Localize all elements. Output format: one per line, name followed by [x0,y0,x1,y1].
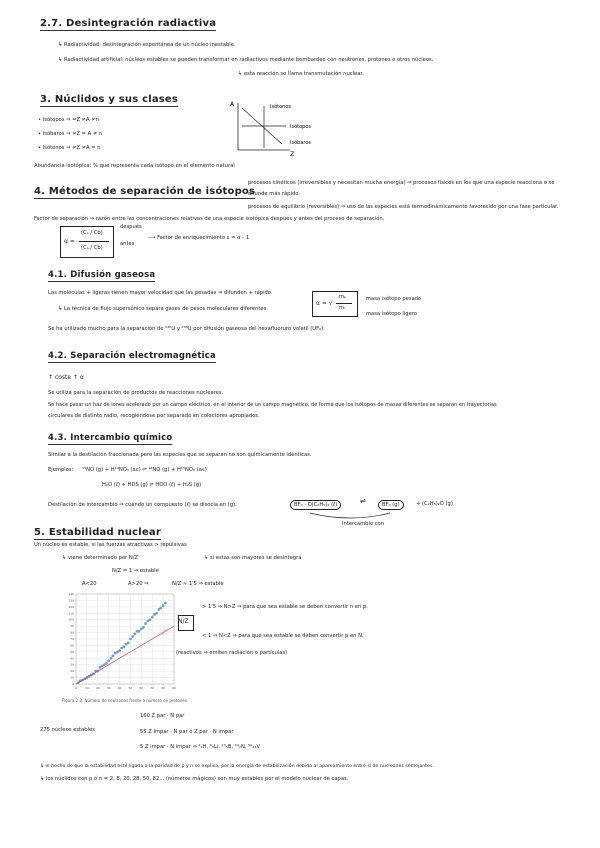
nz-chart [60,590,180,702]
text-estable-1: N/Z = 1 ⇒ estable [112,568,159,574]
reaction-2: H₂O (ℓ) + HDS (g) ⇌ HDO (ℓ) + H₂S (g) [102,482,202,488]
chart-point [105,662,108,665]
nz-box [178,615,194,631]
chart-point [133,632,136,635]
text-nz-menor: < 1 ⇒ N<Z ⇒ para que sea estable se deben convertir p en N. [202,633,364,639]
text-55-impar: 55 Z impar · N par ó Z par · N impar [140,729,234,735]
text-cineticos-2: difunde más rápido. [248,191,300,197]
chart-x-tick-label: 90 [172,686,176,690]
graham-fraction-bar [336,303,352,304]
text-radiactividad: ↳ Radiactividad: desintegración espontánea de un núcleo inestable. [58,42,236,48]
chart-y-tick-label: 70 [70,637,74,641]
text-abundancia: Abundancia isotópica: % que representa cada isótopo en el elemento natural [34,163,235,169]
chart-x-tick-label: 0 [75,686,77,690]
diagram-label-isobaros: Isóbaros [290,140,311,146]
graham-formula-box [312,291,358,317]
text-275-nucleos: 275 núcleos estables [40,727,95,733]
text-nz-mayor: > 1'5 ⇒ N>Z ⇒ para que sea estable se deben convertir n en p. [202,604,368,610]
chart-y-tick-label: 130 [68,598,74,603]
label-masa-ligero: masa isótopo ligero [366,311,417,317]
chart-point [138,630,141,633]
chart-point [162,604,165,607]
section-title-4-1: 4.1. Difusión gaseosa [48,270,156,280]
chart-x-tick-label: 40 [117,686,122,690]
graham-denominator: mₗ [339,305,345,311]
label-intercambio: Intercambio con [342,521,385,527]
graham-alpha: α = √ [316,300,333,307]
text-utiliza: Se utiliza para la separación de productos de reacciones nucleares. [48,390,224,396]
label-a-menor-20: A<20 [82,581,97,587]
text-equilibrio: procesos de equilibrio (reversibles) ⇒ uso de las especies está termodinámicamente favorecido por una fase particular. [248,204,559,210]
section-title-3: 3. Núclidos y sus clases [40,94,179,105]
chart-y-tick-label: 140 [68,592,74,596]
text-numeros-magicos: ↳ los núclidos con p ó n = 2, 8, 20, 28, 50, 82... (números mágicos) son muy estables por el modelo nuclear de capas. [40,776,349,782]
chart-x-tick-label: 60 [139,686,144,690]
text-radiactividad-artificial: ↳ Radiactividad artificial: núcleos estables se pueden transformar en radiactivos mediante bombardeo con neutrones, protones o otros núcleos. [58,57,434,63]
chart-point [107,659,110,662]
equilibrium-arrow: ⇌ [360,497,366,505]
diagram-axis-z: Z [290,151,295,158]
chart-point [149,618,152,621]
section-title-4: 4. Métodos de separación de isótopos [34,186,256,197]
text-paridad: ↳ el hecho de que la estabilidad esté ligada a la paridad de p y n se explica, por la energía de estabilización debida al apareamiento entre sí de nucleones semejantes. [40,764,434,769]
text-destilacion-intercambio: Destilación de intercambio ⇒ cuando un compuesto (ℓ) se disocia en (g). [48,502,237,508]
list-item: • Isóbaros ⇒ ≠Z = A ≠ n [38,131,103,137]
alpha-fraction-bar [79,241,109,242]
chart-point [112,654,115,657]
chart-x-tick-label: 80 [161,686,166,690]
chart-point [155,612,158,615]
chart-y-tick-label: 60 [70,643,74,648]
chart-point [160,607,163,610]
text-uranio: Se ha utilizado mucho para la separación de ²³⁵U y ²³⁸U por difusión gaseosa del hexafluoruro volátil (UF₆). [48,326,325,332]
chart-point [123,645,126,648]
chart-point [131,635,134,638]
label-a-mayor-20: A>20 ⇒ [128,581,149,587]
chart-point [129,638,132,641]
list-item: • Isótonos ⇒ ≠Z ≠A = n [38,145,101,151]
nz-fraction: N/Z [178,618,189,625]
text-estable: Un núcleo es estable, si las fuerzas atractivas > repulsivas [34,542,187,548]
text-cineticos: procesos cinéticos (irreversibles y necesitan mucha energía) ⇒ procesos físicos en los que una especie reacciona o se [248,180,555,186]
alpha-numerator: (Cₐ / Cb) [81,230,103,236]
text-factor-separacion: Factor de separación ⇒ razón entre las concentraciones relativas de una especie isotópica después y antes del proceso de separación. [34,216,385,222]
chart-y-tick-label: 50 [70,649,74,654]
chart-point [118,649,121,652]
chart-y-tick-label: 120 [68,604,74,609]
chart-point [151,616,154,619]
chart-x-tick-label: 50 [128,686,133,690]
chart-x-tick-label: 70 [150,686,155,690]
chart-x-tick-label: 20 [95,686,100,690]
chart-y-tick-label: 20 [70,669,74,674]
reaction-1: ¹⁵NO (g) + H¹⁴NO₃ (ac) ⇌ ¹⁴NO (g) + H¹⁵NO₃ (ac) [82,467,207,473]
label-ejemplos: Ejemplos: [48,467,74,473]
chart-y-tick-label: 100 [68,617,74,622]
list-item: • Isótopos ⇒ =Z ≠A ≠n [38,117,99,123]
reaction-3-rest: + (C₂H₅)₂O (g) [416,501,453,507]
text-haz-iones: Se hace pasar un haz de iones acelerado por un campo eléctrico, en el interior de un campo magnético, de forma que los isótopos de masas diferentes se separan en trayectorias [48,402,497,408]
chart-point [164,602,167,605]
chart-y-tick-label: 30 [70,662,74,667]
text-estable-15: N/Z ≈ 1'5 ⇒ estable [172,581,224,587]
nuclide-diagram [228,98,348,158]
text-enriquecimiento: ⟶ Factor de enriquecimiento ε = α - 1 [148,235,250,241]
text-coste: ↑ coste ↑ α [48,374,84,381]
graham-numerator: mₚ [339,294,347,300]
reaction-3-reactant: BF₃ · O(C₂H₅)₂ (ℓ) [290,500,341,510]
chart-y-tick-label: 110 [68,611,74,616]
section-title-2-7: 2.7. Desintegración radiactiva [40,18,217,29]
chart-y-tick-label: 80 [70,630,74,635]
chart-point [142,626,145,629]
chart-point [109,657,112,660]
text-viene-determinado: ↳ viene determinado por N/Z [62,555,139,561]
text-flujo-supersonico: ↳ La técnica de flujo supersónico separa gases de pesos moleculares diferentes. [58,306,268,312]
chart-y-tick-label: 90 [70,624,74,629]
text-destilacion-fraccionada: Similar a la destilación fraccionada pero las especies que se separan no son químicamente idénticas. [48,452,312,458]
section-title-4-2: 4.2. Separación electromagnética [48,351,216,361]
chart-point [127,641,130,644]
text-5-impar-impar: 5 Z impar · N impar ⇒ ²₁H, ⁶₃Li, ¹⁰₅B, ¹⁴₇N, ⁵⁰₂₃V [140,744,260,750]
diagram-axis-a: A [230,101,235,108]
text-160-par-par: 160 Z par · N par [140,713,185,719]
chart-y-tick-label: 10 [70,675,74,680]
text-moleculas: Las moléculas + ligeras tienen mayor velocidad que las pesadas ⇒ difunden + rápido. [48,290,273,296]
chart-point [144,622,147,625]
text-desintegra: ↳ si estas son mayores se desintegra [204,555,302,561]
reaction-3-product: BF₃ (g) [378,500,404,510]
alpha-denominator: (Cₐ / Cb) [81,245,103,251]
label-antes: antes [120,241,135,247]
text-reactivos: (reactivos ⇒ emiten radiación o partículas) [176,650,288,656]
section-title-4-3: 4.3. Intercambio químico [48,433,173,443]
chart-x-tick-label: 30 [106,686,111,690]
diagram-label-isotonos: Isótonos [270,104,291,110]
chart-x-tick-label: 10 [84,686,89,690]
alpha-label: α = [64,238,75,245]
alpha-formula-box [60,226,114,258]
label-masa-pesado: masa isótopo pesado [366,296,422,302]
label-despues: después [120,224,142,230]
chart-y-tick-label: 0 [72,682,74,686]
diagram-label-isotopos: Isótopos [290,124,311,130]
section-title-5: 5. Estabilidad nuclear [34,527,161,538]
text-transmutacion: ↳ esta reacción se llama transmutación nuclear. [238,71,364,77]
chart-caption: Figura 2.3. Número de neutrones frente a número de protones. [62,698,189,703]
text-trayectorias: circulares de distinto radio, recogiéndose por separado en colectores apropiados. [48,413,260,419]
chart-y-tick-label: 40 [70,656,74,661]
